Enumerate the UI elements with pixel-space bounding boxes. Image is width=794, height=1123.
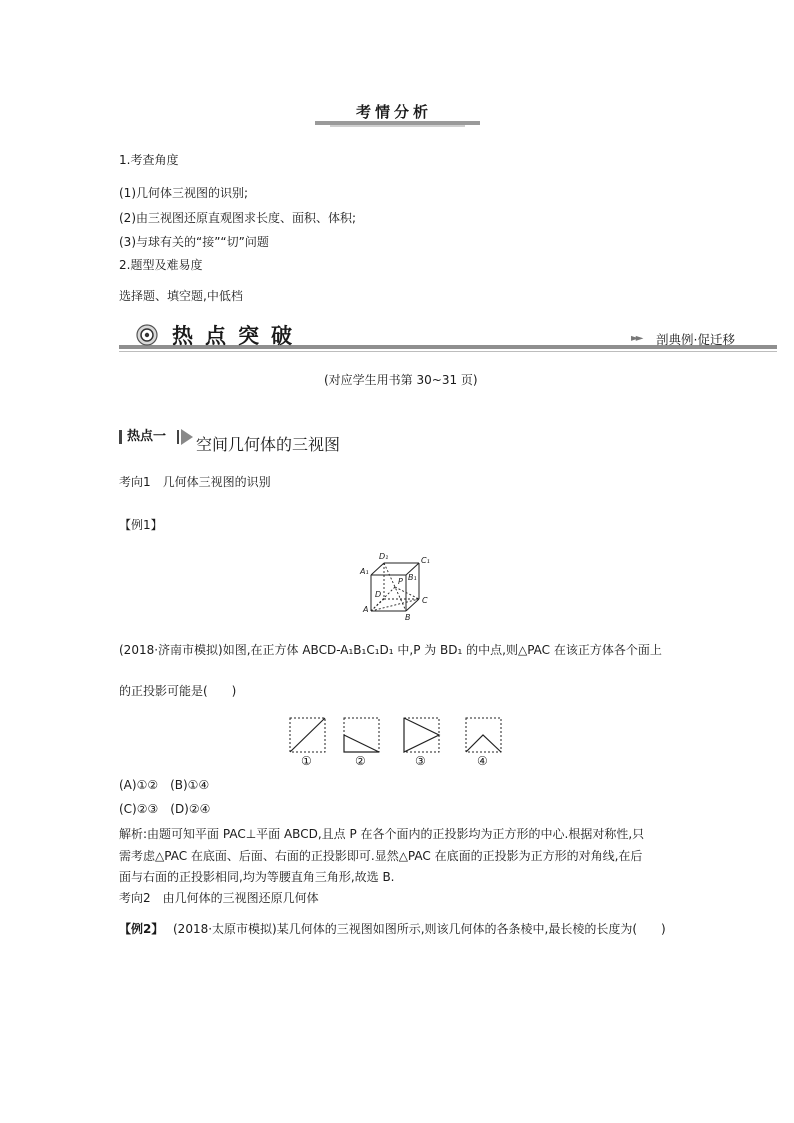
hotspot-tag: 热点一	[127, 429, 167, 444]
analysis-line: (2)由三视图还原直观图求长度、面积、体积;	[119, 211, 357, 225]
projection-option-1	[289, 717, 327, 767]
direction-1: 考向1 几何体三视图的识别	[119, 475, 271, 489]
option-label: ①	[301, 754, 312, 768]
banner-title: 热点突破	[172, 324, 304, 348]
option-label: ④	[477, 754, 488, 768]
solution-line: 需考虑△PAC 在底面、后面、右面的正投影即可.显然△PAC 在底面的正投影为正方形的对角线,在后	[119, 849, 643, 863]
projection-option-2	[343, 717, 381, 767]
analysis-line: 2.题型及难易度	[119, 258, 203, 272]
hotspot-tag-bar	[119, 430, 122, 444]
banner-underline-thin	[119, 351, 777, 352]
analysis-line: (3)与球有关的“接”“切”问题	[119, 235, 269, 249]
cube-label-B: B	[405, 613, 411, 622]
cube-label-D1: D₁	[379, 552, 389, 561]
choices-line: (C)②③ (D)②④	[119, 802, 211, 816]
ref-note: (对应学生用书第 30~31 页)	[324, 373, 478, 387]
solution-line: 解析:由题可知平面 PAC⊥平面 ABCD,且点 P 在各个面内的正投影均为正方形的中心.根据对称性,只	[119, 827, 645, 841]
cube-label-C: C	[422, 596, 428, 605]
cube-label-P: P	[398, 577, 403, 586]
hotspot-title: 空间几何体的三视图	[196, 435, 341, 454]
solution-line: 面与右面的正投影相同,均为等腰直角三角形,故选 B.	[119, 870, 395, 884]
hotspot-arrow-icon	[181, 429, 193, 449]
cube-figure	[358, 553, 438, 623]
cube-label-D: D	[375, 590, 382, 599]
example-1-question-line: (2018·济南市模拟)如图,在正方体 ABCD-A₁B₁C₁D₁ 中,P 为 BD₁ 的中点,则△PAC 在该正方体各个面上	[119, 643, 662, 657]
hotspot-tag-sep	[177, 430, 179, 444]
option-label: ③	[415, 754, 426, 768]
example-2-text: (2018·太原市模拟)某几何体的三视图如图所示,则该几何体的各条棱中,最长棱的长度为( )	[173, 922, 666, 936]
analysis-title-underline-shadow	[330, 125, 465, 127]
analysis-line: (1)几何体三视图的识别;	[119, 186, 249, 200]
cube-label-A1: A₁	[360, 567, 369, 576]
option-label: ②	[355, 754, 366, 768]
cube-label-A: A	[363, 605, 369, 614]
cube-label-B1: B₁	[408, 573, 417, 582]
example-1-question-line: 的正投影可能是( )	[119, 684, 237, 698]
cube-label-C1: C₁	[421, 556, 430, 565]
direction-2: 考向2 由几何体的三视图还原几何体	[119, 891, 319, 905]
banner	[119, 318, 777, 354]
banner-arrow-icon: ►►	[631, 333, 641, 344]
analysis-line: 选择题、填空题,中低档	[119, 289, 243, 303]
projection-option-4	[465, 717, 503, 767]
projection-option-3	[403, 717, 441, 767]
analysis-line: 1.考查角度	[119, 153, 179, 167]
example-1-label: 【例1】	[119, 518, 163, 532]
analysis-title: 考情分析	[356, 103, 433, 121]
example-2-label: 【例2】	[119, 922, 164, 936]
banner-circle-icon	[136, 324, 158, 346]
banner-right-label: 剖典例·促迁移	[656, 332, 735, 347]
choices-line: (A)①② (B)①④	[119, 778, 210, 792]
